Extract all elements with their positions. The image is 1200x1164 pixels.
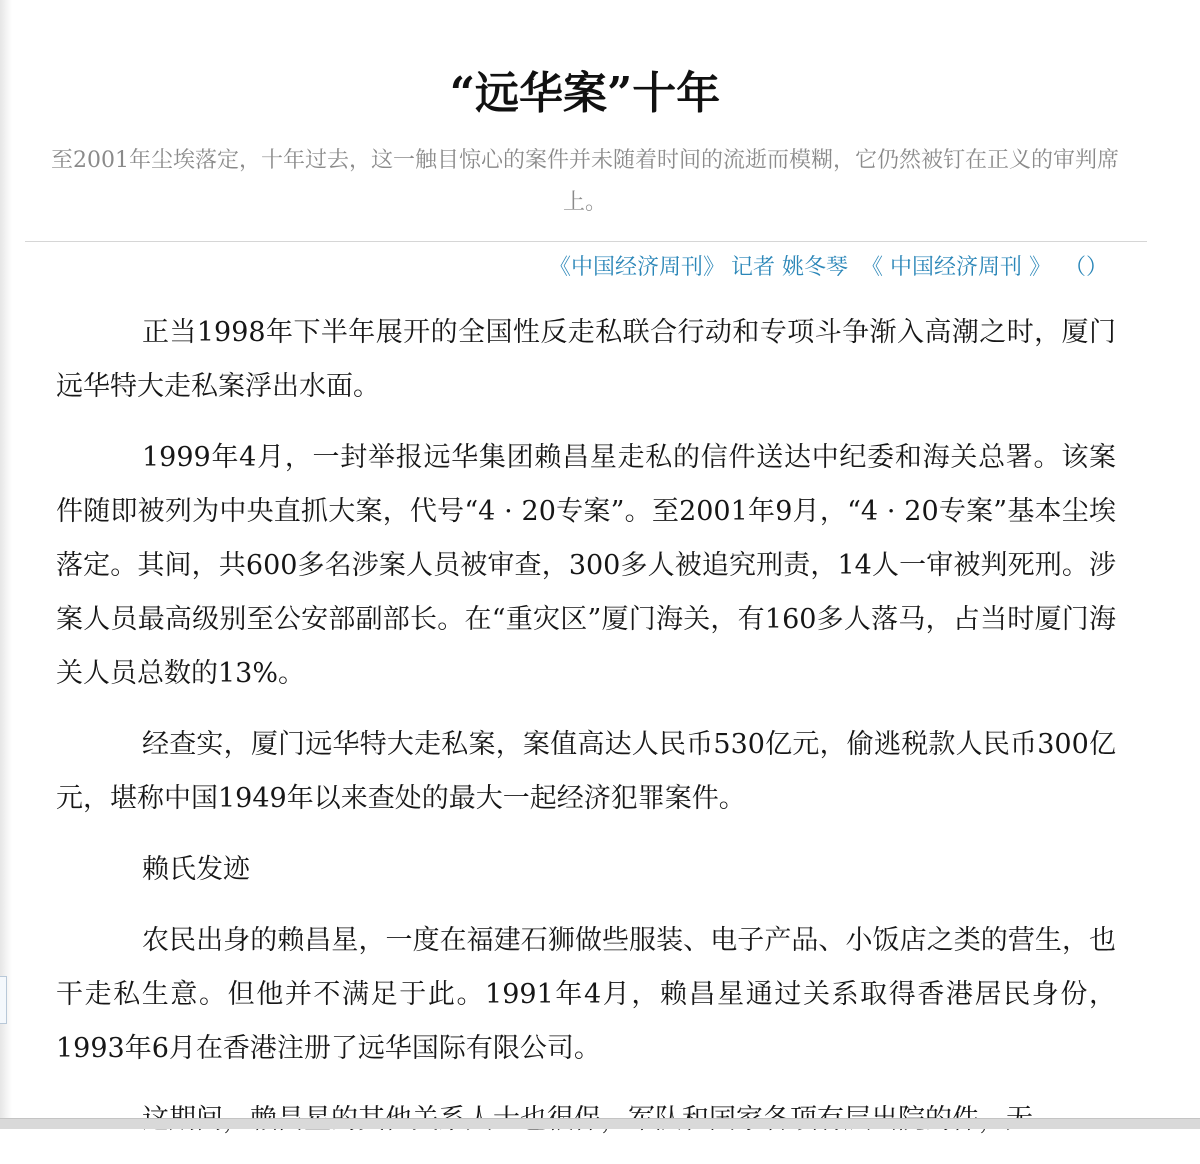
byline-source-link[interactable]: 《中国经济周刊》	[548, 255, 725, 280]
byline	[543, 250, 1108, 286]
byline-reporter[interactable]: 记者 姚冬琴	[730, 255, 848, 280]
paragraph: 1999年4月，一封举报远华集团赖昌星走私的信件送达中纪委和海关总署。该案件随即被列为中央直抓大案，代号“4 · 20专案”。至2001年9月，“4 · 20专案”基本尘埃落定。其间，共600多名涉案人员被审查，300多人被追究刑责，14人一审被判死刑。涉案人员最高级别至公安部副部长。在“重灾区”厦门海关，有160多人落马，占当时厦门海关人员总数的13%。	[56, 442, 1116, 689]
horizontal-scrollbar[interactable]	[0, 1118, 1200, 1129]
paragraph: 农民出身的赖昌星，一度在福建石狮做些服装、电子产品、小饭店之类的营生，也干走私生意。但他并不满足于此。1991年4月，赖昌星通过关系取得香港居民身份，1993年6月在香港注册了远华国际有限公司。	[56, 925, 1116, 1064]
title-divider	[25, 241, 1147, 242]
article-title: “远华案”十年	[449, 68, 721, 119]
article-subtitle: 至2001年尘埃落定，十年过去，这一触目惊心的案件并未随着时间的流逝而模糊，它仍然被钉在正义的审判席上。	[51, 148, 1119, 215]
section-heading: 赖氏发迹	[142, 854, 250, 885]
paragraph: 经查实，厦门远华特大走私案，案值高达人民币530亿元，偷逃税款人民币300亿元，堪称中国1949年以来查处的最大一起经济犯罪案件。	[56, 729, 1116, 814]
byline-source-link-2[interactable]: 《 中国经济周刊 》	[860, 255, 1051, 280]
paragraph: 正当1998年下半年展开的全国性反走私联合行动和专项斗争渐入高潮之时，厦门远华特大走私案浮出水面。	[56, 317, 1116, 402]
article-body	[56, 306, 1116, 1164]
byline-extra: （）	[1063, 255, 1108, 280]
